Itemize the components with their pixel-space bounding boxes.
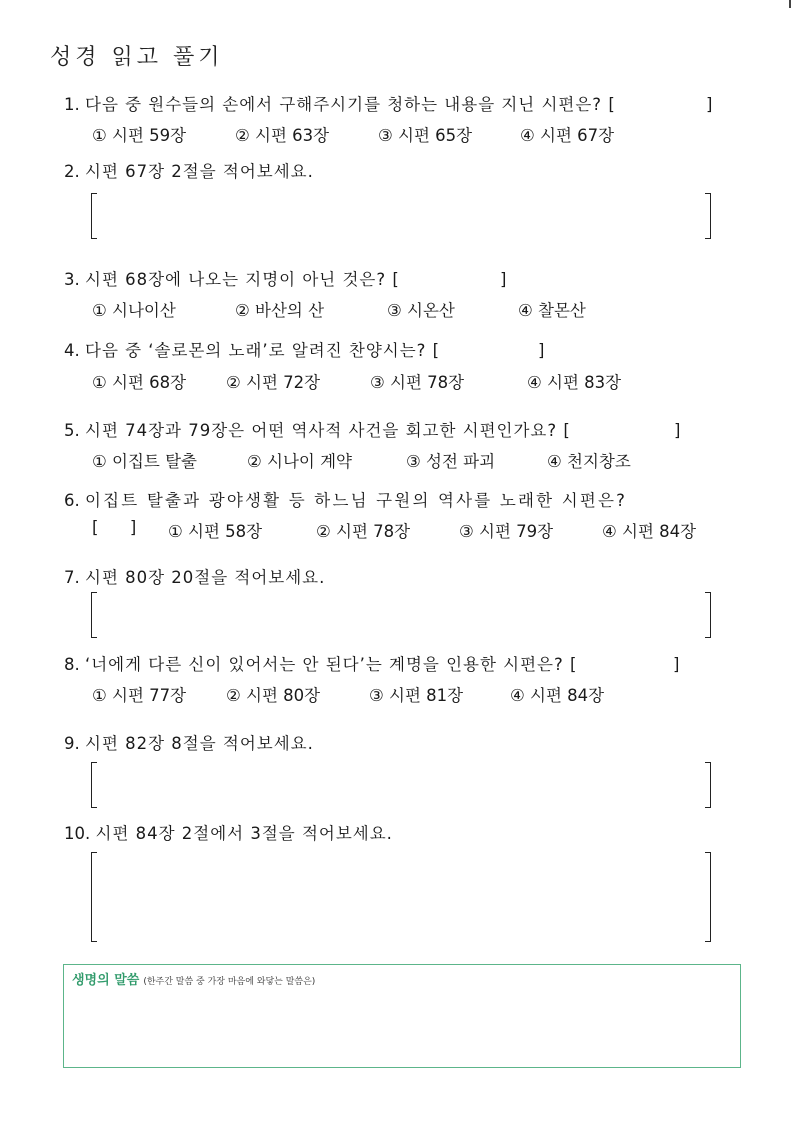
answer-area-left[interactable] [91,852,97,942]
option-3[interactable]: ③ 시편 79장 [459,522,554,541]
question-number: 4. [64,341,80,360]
option-1[interactable]: ① 시편 68장 [92,373,187,392]
answer-bracket[interactable]: [ ] [92,518,137,537]
answer-bracket-close: ] [674,421,681,440]
option-1[interactable]: ① 시편 59장 [92,126,187,145]
question-text: 시편 74장과 79장은 어떤 역사적 사건을 회고한 시편인가요? [ [85,421,571,440]
option-2[interactable]: ② 시편 78장 [316,522,411,541]
question-5 [64,420,571,442]
option-1[interactable]: ① 시편 58장 [168,522,263,541]
option-4[interactable]: ④ 시편 83장 [527,373,622,392]
option-4[interactable]: ④ 천지창조 [547,452,631,471]
question-number: 5. [64,421,80,440]
option-3[interactable]: ③ 시편 78장 [370,373,465,392]
answer-bracket-close: ] [706,95,713,114]
option-2[interactable]: ② 시편 80장 [226,686,321,705]
question-7 [64,567,325,589]
answer-area-left[interactable] [91,592,97,638]
question-number: 9. [64,734,80,753]
answer-bracket-close: ] [538,341,545,360]
option-3[interactable]: ③ 시편 65장 [378,126,473,145]
answer-area-left[interactable] [91,193,97,239]
option-4[interactable]: ④ 시편 84장 [602,522,697,541]
question-text: 시편 67장 2절을 적어보세요. [85,162,314,181]
question-text: 시편 82장 8절을 적어보세요. [85,734,314,753]
question-9 [64,733,314,755]
option-3[interactable]: ③ 시온산 [387,301,455,320]
question-8 [64,654,577,676]
answer-area-right [705,193,711,239]
question-text: 시편 80장 20절을 적어보세요. [85,568,326,587]
answer-area-right [705,762,711,808]
question-10 [64,823,393,845]
question-text: 이집트 탈출과 광야생활 등 하느님 구원의 역사를 노래한 시편은? [85,491,628,510]
option-3[interactable]: ③ 시편 81장 [369,686,464,705]
option-1[interactable]: ① 시나이산 [92,301,176,320]
question-text: 시편 84장 2절에서 3절을 적어보세요. [95,824,393,843]
answer-bracket-close: ] [500,270,507,289]
option-4[interactable]: ④ 시편 84장 [510,686,605,705]
question-text: 다음 중 ‘솔로몬의 노래’로 알려진 찬양시는? [ [85,341,441,360]
scan-corner-mark [789,0,791,8]
option-4[interactable]: ④ 시편 67장 [520,126,615,145]
life-word-title [72,969,315,988]
question-3 [64,269,400,291]
life-word-subtitle: (한주간 말씀 중 가장 마음에 와닿는 말씀은) [143,977,316,987]
question-number: 8. [64,655,80,674]
answer-area-right [705,592,711,638]
option-4[interactable]: ④ 찰몬산 [518,301,586,320]
option-2[interactable]: ② 시편 63장 [235,126,330,145]
question-number: 2. [64,162,80,181]
question-text: 다음 중 원수들의 손에서 구해주시기를 청하는 내용을 지닌 시편은? [ [85,95,616,114]
life-word-box[interactable] [63,964,741,1068]
question-2 [64,161,314,183]
question-4 [64,340,440,362]
answer-area-left[interactable] [91,762,97,808]
question-text: ‘너에게 다른 신이 있어서는 안 된다’는 계명을 인용한 시편은? [ [85,655,578,674]
answer-area-right [705,852,711,942]
question-number: 7. [64,568,80,587]
option-2[interactable]: ② 시편 72장 [226,373,321,392]
question-6 [64,490,627,512]
question-number: 10. [64,824,91,843]
page-title: 성경 읽고 풀기 [50,45,224,70]
answer-bracket-close: ] [673,655,680,674]
question-number: 1. [64,95,80,114]
life-word-heading: 생명의 말씀 [72,973,140,988]
option-3[interactable]: ③ 성전 파괴 [406,452,496,471]
option-2[interactable]: ② 바산의 산 [235,301,325,320]
question-number: 6. [64,491,80,510]
option-1[interactable]: ① 이집트 탈출 [92,452,197,471]
option-2[interactable]: ② 시나이 계약 [247,452,352,471]
question-number: 3. [64,270,80,289]
option-1[interactable]: ① 시편 77장 [92,686,187,705]
question-1 [64,94,616,116]
question-text: 시편 68장에 나오는 지명이 아닌 것은? [ [85,270,400,289]
